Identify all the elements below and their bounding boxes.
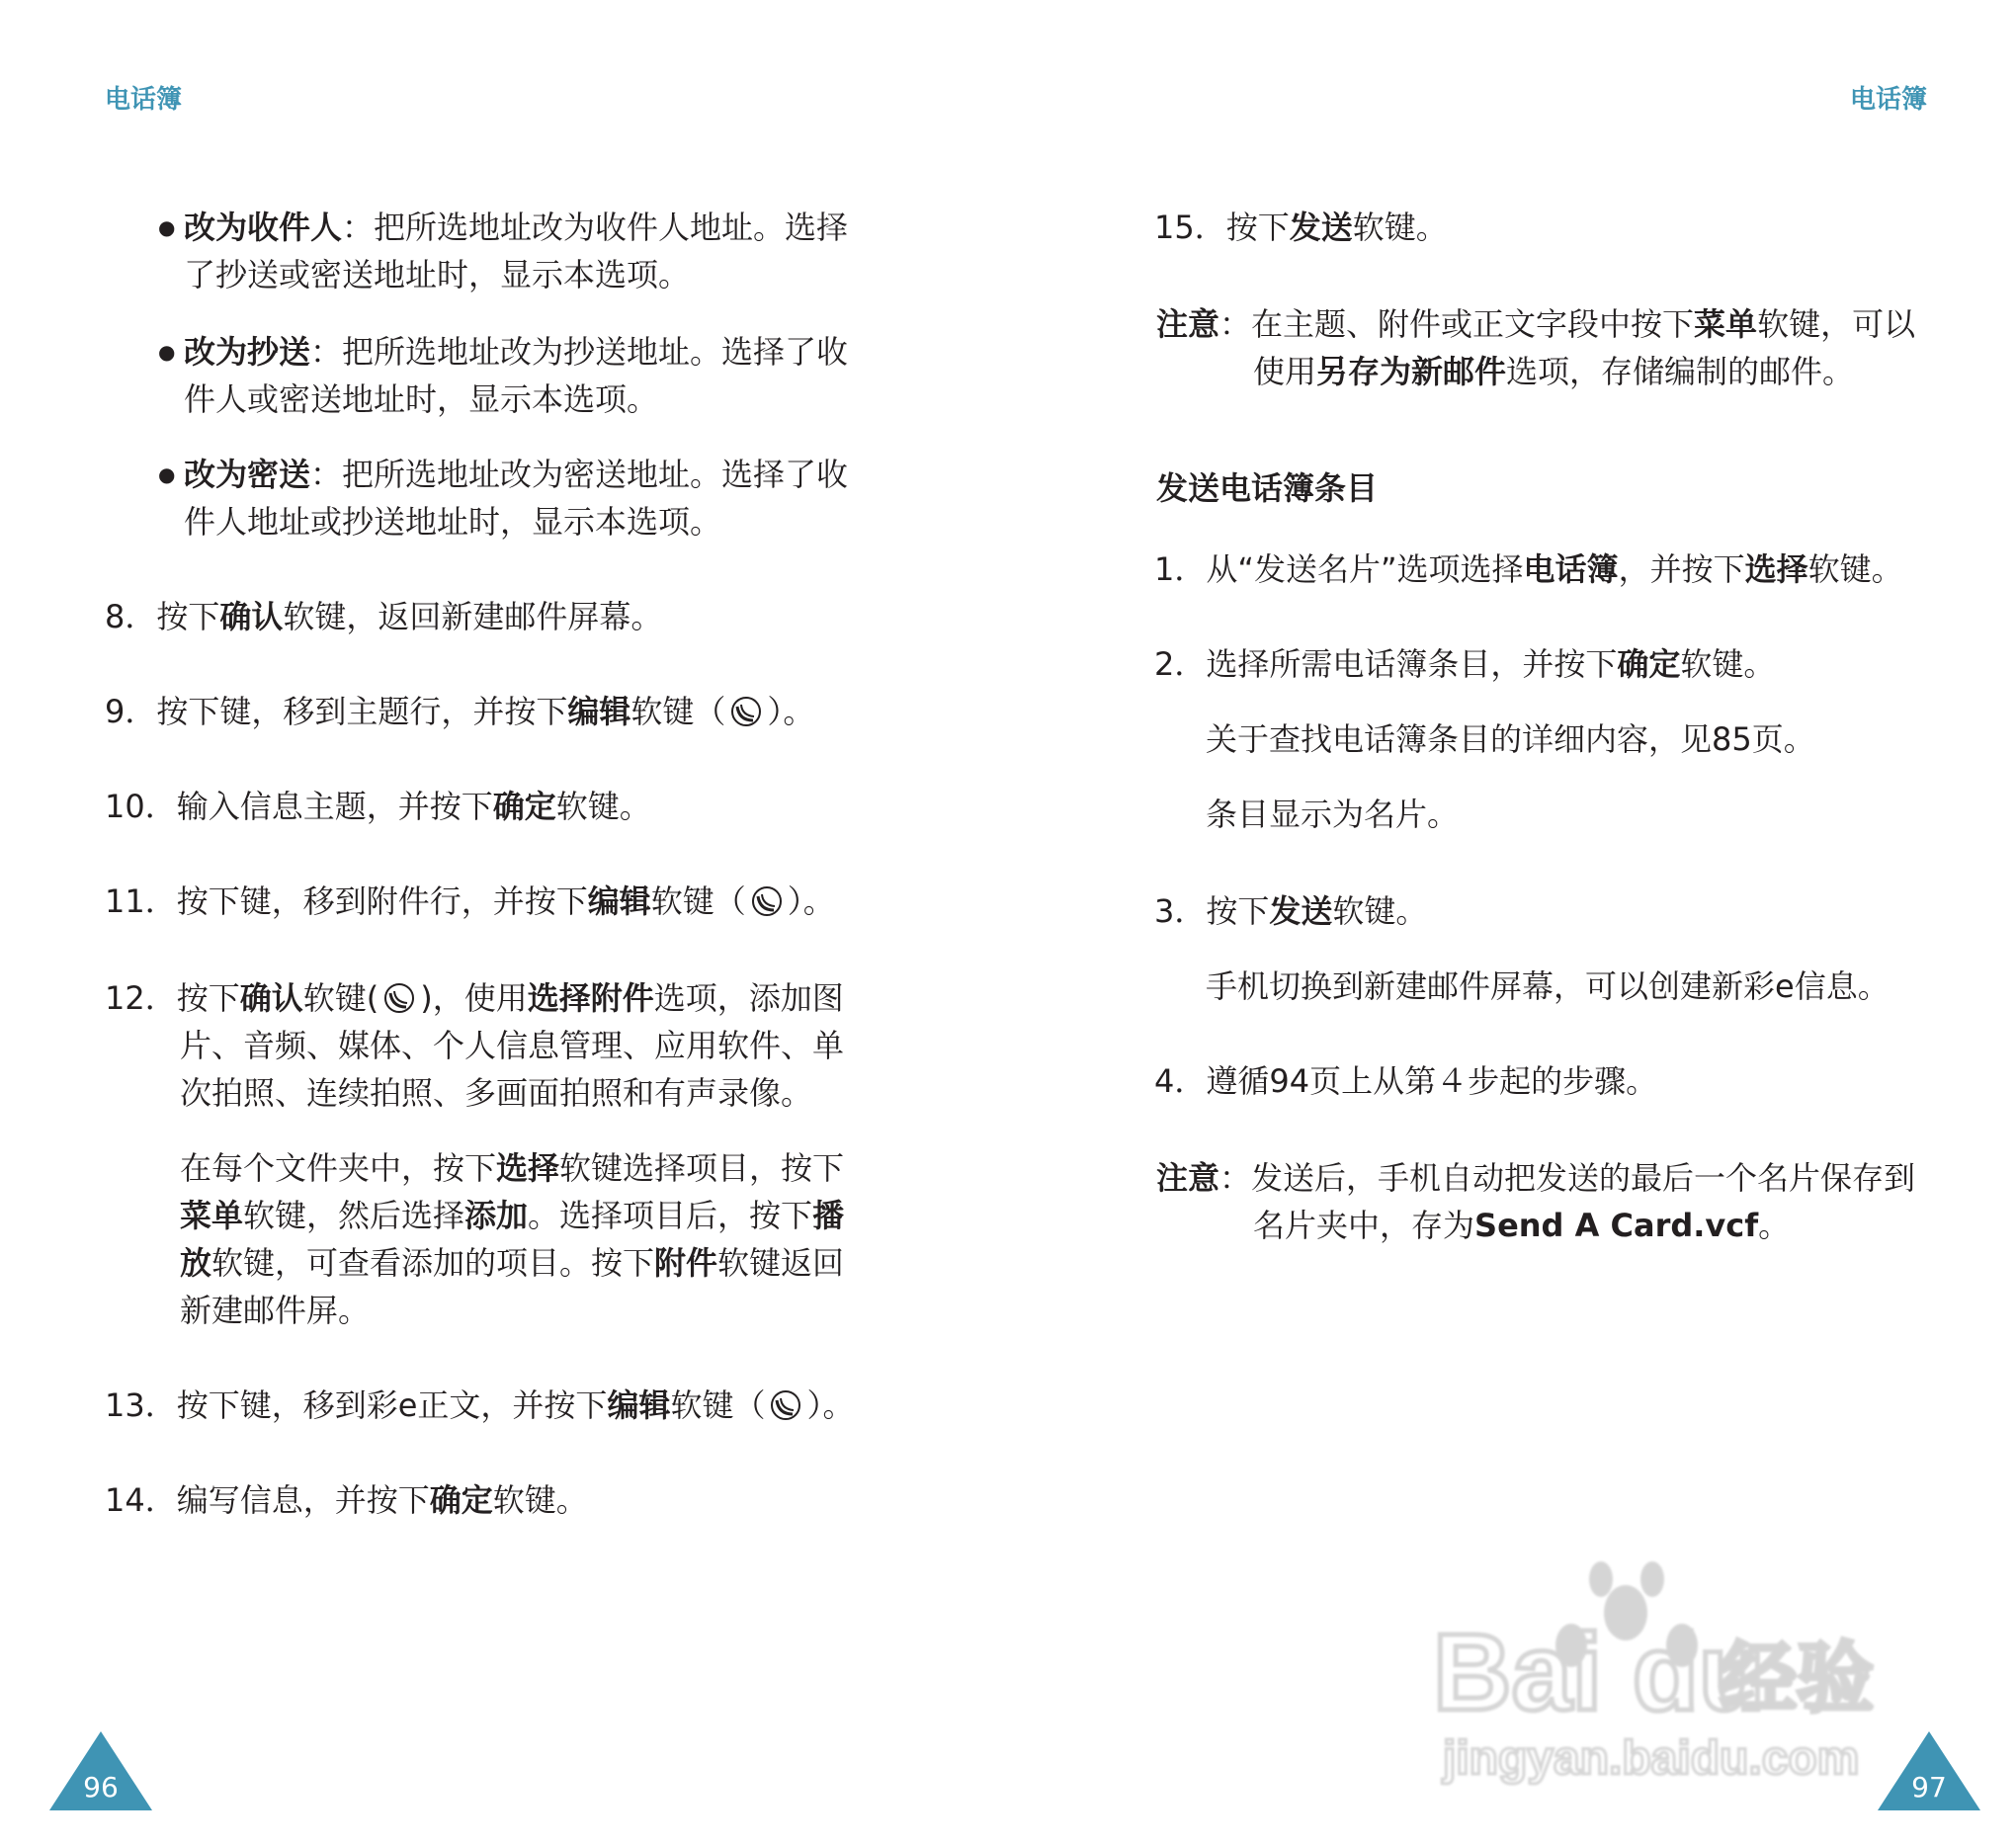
note-text: 选项，存储编制的邮件。 xyxy=(1506,353,1855,390)
option-name: 电话簿 xyxy=(1523,550,1619,588)
para-text: 在每个文件夹中，按下 xyxy=(180,1149,497,1187)
section-step-4 xyxy=(1154,1057,1657,1105)
note-text: 。 xyxy=(1758,1207,1791,1244)
step-12-line-2: 片、音频、媒体、个人信息管理、应用软件、单 xyxy=(180,1027,845,1064)
bullet-term: 改为收件人 xyxy=(184,209,343,246)
step-text: 软键。 xyxy=(1680,645,1776,683)
step-text: 按下 xyxy=(1225,209,1290,246)
bullet-item xyxy=(184,204,848,251)
step-text: 编写信息，并按下 xyxy=(176,1481,430,1519)
step-text: 软键。 xyxy=(492,1481,588,1519)
para-text: 软键选择项目，按下 xyxy=(559,1149,845,1187)
step-number: 14． xyxy=(105,1481,177,1519)
step-13 xyxy=(105,1382,854,1429)
step-10 xyxy=(105,783,651,830)
svg-text:jingyan.baidu.com: jingyan.baidu.com xyxy=(1443,1732,1860,1785)
step-number: 11． xyxy=(105,882,177,920)
bullet-text-continued: 件人地址或抄送地址时，显示本选项。 xyxy=(184,503,722,541)
step-15 xyxy=(1154,204,1448,251)
step-text: 按下 xyxy=(1206,892,1270,930)
step-12-para-line-1 xyxy=(180,1144,844,1192)
bullet-dot: ● xyxy=(158,340,176,364)
note-colon: ： xyxy=(1219,305,1252,343)
bullet-text: ：把所选地址改为抄送地址。选择了收 xyxy=(310,333,849,371)
step-text: 输入信息主题，并按下 xyxy=(176,788,493,825)
step-number: 15． xyxy=(1154,209,1226,246)
softkey-name: 确认 xyxy=(219,598,284,635)
step-text: 软键（ xyxy=(650,882,746,920)
page-number-tab-left xyxy=(49,1731,152,1810)
softkey-icon xyxy=(382,981,416,1015)
softkey-name: 附件 xyxy=(654,1244,718,1282)
bullet-text: ：把所选地址改为收件人地址。选择 xyxy=(342,209,849,246)
softkey-name: 确定 xyxy=(492,788,556,825)
softkey-name: 选择 xyxy=(496,1149,560,1187)
note-1-line-2 xyxy=(1253,348,1854,395)
note-2 xyxy=(1156,1154,1915,1202)
softkey-name: 播 xyxy=(812,1197,845,1234)
option-name: 另存为新邮件 xyxy=(1316,353,1507,390)
step-12 xyxy=(105,974,844,1022)
bullet-text: ：把所选地址改为密送地址。选择了收 xyxy=(310,456,849,493)
step-text: ）。 xyxy=(767,693,815,730)
step-text: 按下键，移到主题行，并按下 xyxy=(156,693,568,730)
bullet-text-continued: 件人或密送地址时，显示本选项。 xyxy=(184,380,659,418)
softkey-name: 放 xyxy=(180,1244,212,1282)
step-number: 9． xyxy=(105,693,157,730)
bullet-dot: ● xyxy=(158,215,176,239)
svg-text:经验: 经验 xyxy=(1720,1635,1875,1723)
step-number: 12． xyxy=(105,979,177,1017)
bullet-item xyxy=(184,328,848,376)
softkey-name: 编辑 xyxy=(607,1386,671,1424)
step-text: 软键。 xyxy=(1352,209,1448,246)
step-text: 软键。 xyxy=(1332,892,1428,930)
softkey-icon xyxy=(729,695,763,728)
running-header-left: 电话簿 xyxy=(105,85,183,115)
softkey-name: 确定 xyxy=(1617,645,1681,683)
bullet-item xyxy=(184,451,848,498)
step-text: ）。 xyxy=(806,1386,855,1424)
para-text: 软键，然后选择 xyxy=(243,1197,465,1234)
softkey-name: 编辑 xyxy=(567,693,631,730)
bullet-text-continued: 了抄送或密送地址时，显示本选项。 xyxy=(184,256,691,294)
step-text: 按下键，移到彩e正文，并按下 xyxy=(176,1386,608,1424)
note-label: 注意 xyxy=(1156,305,1220,343)
step-12-para-line-4: 新建邮件屏。 xyxy=(180,1292,371,1329)
page-number: 96 xyxy=(83,1771,119,1804)
section-step-3 xyxy=(1154,887,1427,935)
softkey-icon xyxy=(750,884,784,918)
step-text: 选项，添加图 xyxy=(653,979,844,1017)
step-text: ，并按下 xyxy=(1618,550,1745,588)
bullet-dot: ● xyxy=(158,462,176,486)
step-number: 1． xyxy=(1154,550,1207,588)
step-text: 遵循94页上从第４步起的步骤。 xyxy=(1206,1062,1658,1100)
note-text: 软键，可以 xyxy=(1757,305,1916,343)
step-text: 软键（ xyxy=(630,693,726,730)
softkey-name: 发送 xyxy=(1269,892,1333,930)
softkey-icon xyxy=(769,1388,802,1422)
softkey-name: 菜单 xyxy=(1694,305,1758,343)
step-text: 软键（ xyxy=(670,1386,766,1424)
section-step-1 xyxy=(1154,545,1903,593)
softkey-name: 确定 xyxy=(429,1481,493,1519)
step-11 xyxy=(105,878,835,925)
step-text: 按下 xyxy=(176,979,240,1017)
step-8 xyxy=(105,593,662,640)
option-name: 选择附件 xyxy=(527,979,654,1017)
step-text: 软键( xyxy=(302,979,379,1017)
para-text: 软键，可查看添加的项目。按下 xyxy=(211,1244,655,1282)
note-text: 名片夹中，存为 xyxy=(1253,1207,1475,1244)
running-header-right: 电话簿 xyxy=(1850,85,1928,115)
step-text: 按下键，移到附件行，并按下 xyxy=(176,882,588,920)
note-text: 发送后，手机自动把发送的最后一个名片保存到 xyxy=(1251,1159,1916,1197)
note-colon: ： xyxy=(1219,1159,1252,1197)
step-12-para-line-3 xyxy=(180,1239,844,1287)
note-2-line-2 xyxy=(1253,1202,1790,1249)
section-step-2 xyxy=(1154,640,1775,688)
step-text: 软键，返回新建邮件屏幕。 xyxy=(283,598,663,635)
section-title: 发送电话簿条目 xyxy=(1156,469,1379,507)
step-text: ）。 xyxy=(787,882,835,920)
option-name: 添加 xyxy=(464,1197,529,1234)
softkey-name: 发送 xyxy=(1289,209,1353,246)
bullet-term: 改为抄送 xyxy=(184,333,311,371)
step-text: 软键。 xyxy=(555,788,651,825)
step-14 xyxy=(105,1476,588,1524)
step-number: 8． xyxy=(105,598,157,635)
step-number: 3． xyxy=(1154,892,1207,930)
softkey-name: 确认 xyxy=(239,979,303,1017)
note-text: 使用 xyxy=(1253,353,1317,390)
softkey-name: 编辑 xyxy=(587,882,651,920)
step-number: 4． xyxy=(1154,1062,1207,1100)
svg-text:Bai du: Bai du xyxy=(1433,1612,1766,1733)
step-9 xyxy=(105,688,814,735)
note-1 xyxy=(1156,300,1915,348)
step-text: 软键。 xyxy=(1807,550,1903,588)
page-number: 97 xyxy=(1911,1771,1947,1804)
step-12-para-line-2 xyxy=(180,1192,844,1239)
bullet-term: 改为密送 xyxy=(184,456,311,493)
step-2-detail-1: 关于查找电话簿条目的详细内容，见85页。 xyxy=(1206,720,1815,758)
step-12-line-3: 次拍照、连续拍照、多画面拍照和有声录像。 xyxy=(180,1074,813,1112)
step-text: )，使用 xyxy=(420,979,528,1017)
step-number: 13． xyxy=(105,1386,177,1424)
softkey-name: 选择 xyxy=(1744,550,1808,588)
baidu-watermark-logo xyxy=(1423,1542,1897,1789)
step-number: 2． xyxy=(1154,645,1207,683)
filename: Send A Card.vcf xyxy=(1474,1207,1759,1244)
step-2-detail-2: 条目显示为名片。 xyxy=(1206,796,1460,833)
step-text: 选择所需电话簿条目，并按下 xyxy=(1206,645,1618,683)
step-text: 从“发送名片”选项选择 xyxy=(1206,550,1524,588)
para-text: 。选择项目后，按下 xyxy=(528,1197,813,1234)
softkey-name: 菜单 xyxy=(180,1197,244,1234)
step-3-detail: 手机切换到新建邮件屏幕，可以创建新彩e信息。 xyxy=(1206,967,1890,1005)
step-number: 10． xyxy=(105,788,177,825)
para-text: 软键返回 xyxy=(717,1244,845,1282)
note-label: 注意 xyxy=(1156,1159,1220,1197)
note-text: 在主题、附件或正文字段中按下 xyxy=(1251,305,1695,343)
step-text: 按下 xyxy=(156,598,220,635)
